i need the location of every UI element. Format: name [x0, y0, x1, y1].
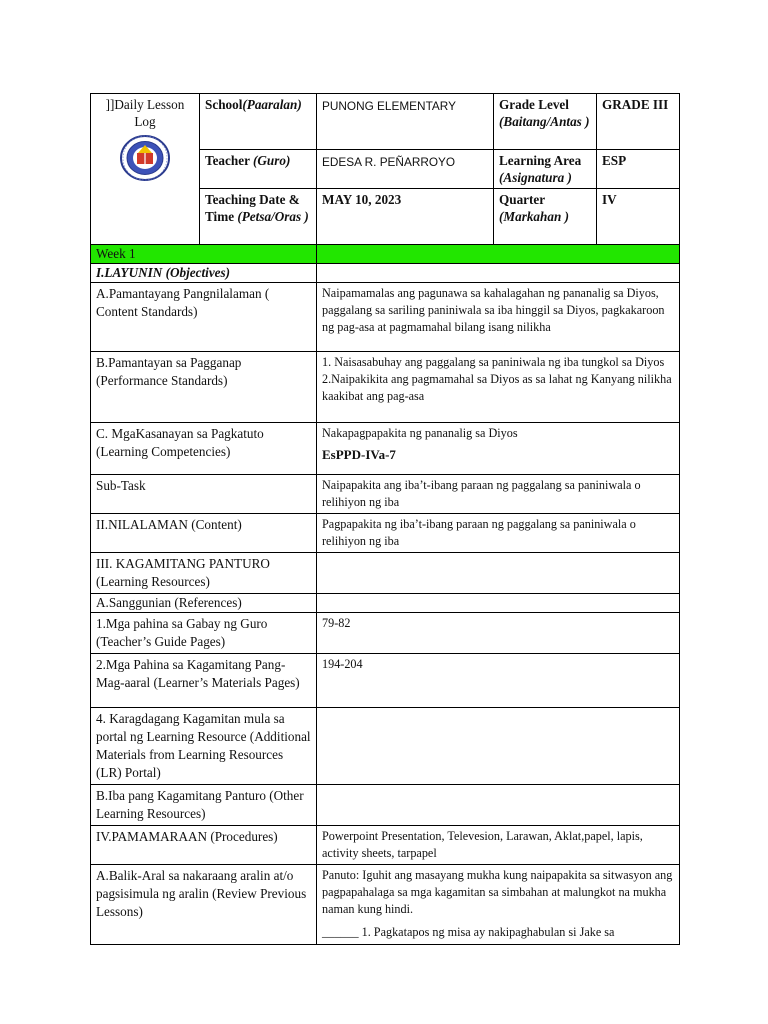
- resources-label: III. KAGAMITANG PANTURO (Learning Resources): [91, 553, 317, 594]
- review-value: [317, 865, 680, 945]
- content-standards-label: A.Pamantayang Pangnilalaman ( Content Standards): [91, 283, 317, 352]
- date-label: Teaching Date & Time: [205, 192, 300, 224]
- resources-value: [317, 553, 680, 594]
- week-label: Week 1: [91, 245, 317, 264]
- grade-value: GRADE III: [597, 94, 680, 150]
- competencies-value: [317, 423, 680, 475]
- quarter-label: Quarter: [499, 192, 546, 207]
- teacher-label: Teacher: [205, 153, 253, 168]
- other-resources-value: [317, 785, 680, 826]
- teachers-guide-value: 79-82: [317, 613, 680, 654]
- week-bar: [317, 245, 680, 264]
- lesson-log-table: [90, 93, 680, 945]
- teacher-label-sub: (Guro): [252, 153, 291, 168]
- objectives-heading: I.LAYUNIN (Objectives): [91, 264, 317, 283]
- grade-label-cell: [494, 94, 597, 150]
- content-standards-value: Naipamamalas ang pagunawa sa kahalagahan ng pananalig sa Diyos, paggalang sa sariling paniniwala sa iba hinggil sa Diyos, pagkakaroon ng pag-asa at pagmamahal bilang isang nilikha: [317, 283, 680, 352]
- grade-label-sub: (Baitang/Antas ): [499, 114, 590, 129]
- procedures-value: Powerpoint Presentation, Televesion, Larawan, Aklat,papel, lapis, activity sheets, tarpapel: [317, 826, 680, 865]
- quarter-label-sub: (Markahan ): [499, 209, 569, 224]
- date-value: MAY 10, 2023: [317, 189, 494, 245]
- objectives-value: [317, 264, 680, 283]
- subtask-label: Sub-Task: [91, 475, 317, 514]
- other-resources-label: B.Iba pang Kagamitang Panturo (Other Learning Resources): [91, 785, 317, 826]
- quarter-value: IV: [597, 189, 680, 245]
- school-label: School: [205, 97, 243, 112]
- date-label-cell: [200, 189, 317, 245]
- references-value: [317, 594, 680, 613]
- content-label: II.NILALAMAN (Content): [91, 514, 317, 553]
- grade-label: Grade Level: [499, 97, 569, 112]
- quarter-label-cell: [494, 189, 597, 245]
- competencies-label: C. MgaKasanayan sa Pagkatuto (Learning Competencies): [91, 423, 317, 475]
- deped-seal-icon: [119, 134, 171, 182]
- area-label-cell: [494, 150, 597, 189]
- title-cell: [91, 94, 200, 245]
- teacher-value: EDESA R. PEÑARROYO: [317, 150, 494, 189]
- date-label-sub: (Petsa/Oras ): [237, 209, 309, 224]
- competency-text: Nakapagpapakita ng pananalig sa Diyos: [322, 426, 518, 440]
- performance-standards-label: B.Pamantayan sa Pagganap (Performance Standards): [91, 352, 317, 423]
- school-label-cell: [200, 94, 317, 150]
- area-value: ESP: [597, 150, 680, 189]
- teacher-label-cell: [200, 150, 317, 189]
- area-label-sub: (Asignatura ): [499, 170, 572, 185]
- subtask-value: Naipapakita ang iba’t-ibang paraan ng paggalang sa paniniwala o relihiyon ng iba: [317, 475, 680, 514]
- review-instruction: Panuto: Iguhit ang masayang mukha kung naipapakita sa sitwasyon ang pagpapahalaga sa mga kagamitan sa simbahan at malungkot na mukha naman kung hindi.: [322, 868, 673, 916]
- area-label: Learning Area: [499, 153, 582, 168]
- review-item-text: 1. Pagkatapos ng misa ay nakipaghabulan si Jake sa: [361, 925, 615, 939]
- review-item-1: [322, 924, 674, 941]
- learners-materials-value: 194-204: [317, 654, 680, 708]
- daily-lesson-log-title: ]]Daily Lesson Log: [105, 97, 185, 129]
- school-value: PUNONG ELEMENTARY: [317, 94, 494, 150]
- daily-lesson-log: [90, 93, 679, 945]
- review-label: A.Balik-Aral sa nakaraang aralin at/o pagsisimula ng aralin (Review Previous Lessons): [91, 865, 317, 945]
- learners-materials-label: 2.Mga Pahina sa Kagamitang Pang-Mag-aaral (Learner’s Materials Pages): [91, 654, 317, 708]
- competency-code: EsPPD-IVa-7: [322, 447, 396, 462]
- performance-standard-2: 2.Naipakikita ang pagmamahal sa Diyos as sa lahat ng Kanyang nilikha kaakibat ang pag-asa: [322, 372, 672, 403]
- teachers-guide-label: 1.Mga pahina sa Gabay ng Guro (Teacher’s Guide Pages): [91, 613, 317, 654]
- performance-standards-value: [317, 352, 680, 423]
- lr-portal-label: 4. Karagdagang Kagamitan mula sa portal ng Learning Resource (Additional Materials from Learning Resources (LR) Portal): [91, 708, 317, 785]
- references-label: A.Sanggunian (References): [91, 594, 317, 613]
- review-item-blank: ______: [322, 925, 359, 939]
- school-label-sub: (Paaralan): [242, 97, 302, 112]
- procedures-label: IV.PAMAMARAAN (Procedures): [91, 826, 317, 865]
- lr-portal-value: [317, 708, 680, 785]
- performance-standard-1: 1. Naisasabuhay ang paggalang sa paniniwala ng iba tungkol sa Diyos: [322, 355, 665, 369]
- content-value: Pagpapakita ng iba’t-ibang paraan ng paggalang sa paniniwala o relihiyon ng iba: [317, 514, 680, 553]
